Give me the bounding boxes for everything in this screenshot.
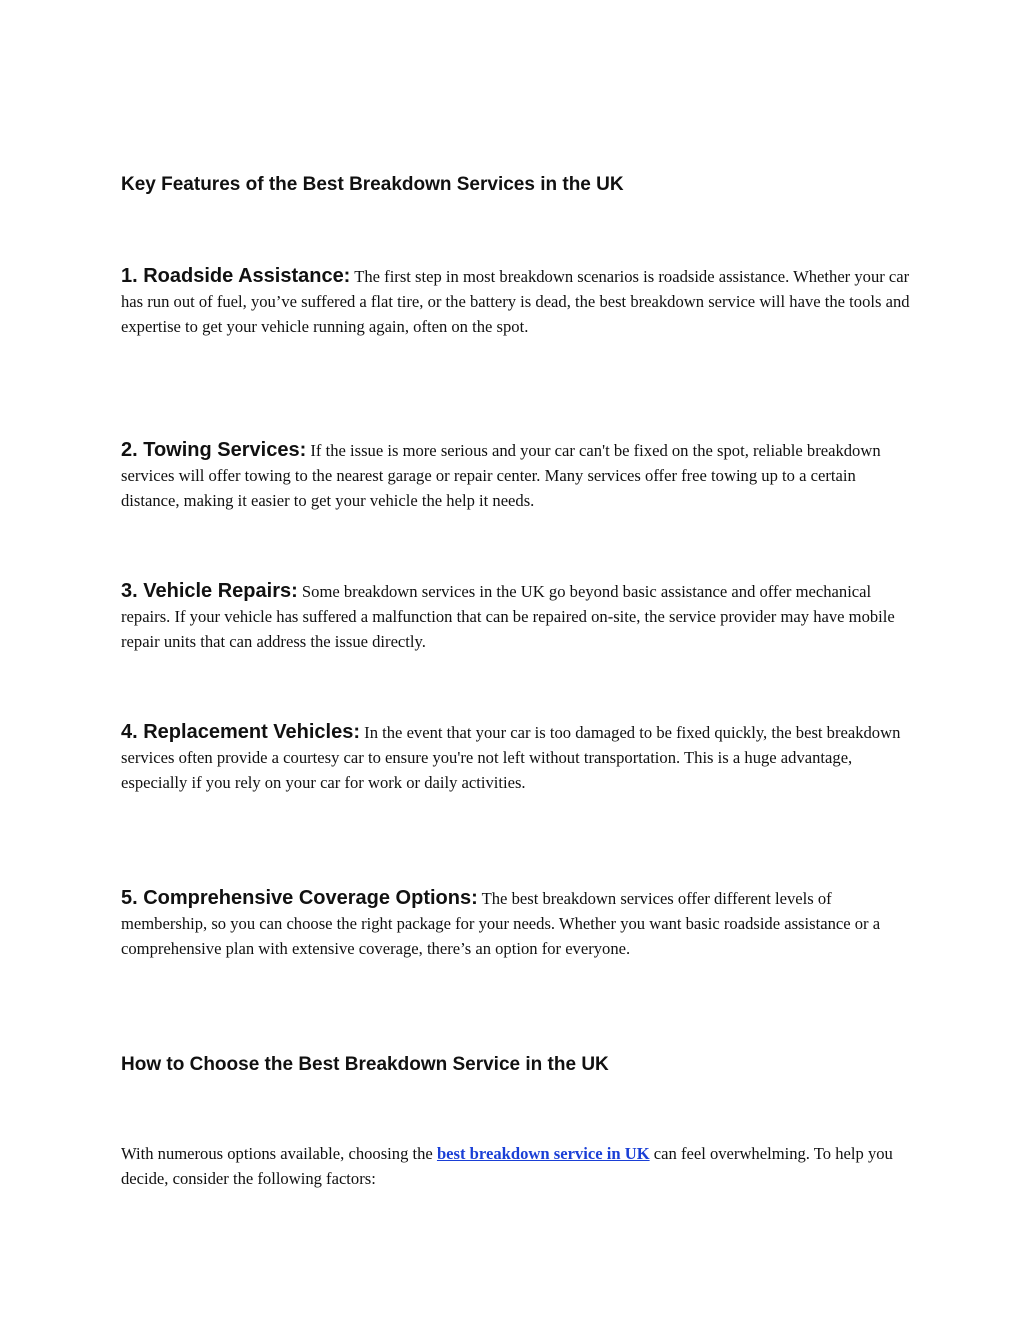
feature-title: 2. Towing Services: xyxy=(121,439,307,461)
feature-text: The best breakdown services offer different levels of membership, so you can choose the right package for your needs. Whether you want basic roadside assistance or a comprehensive plan with extensive coverage, there’s an option for everyone. xyxy=(121,889,881,958)
intro-text-before-link: With numerous options available, choosing the xyxy=(121,1144,433,1163)
feature-text: Some breakdown services in the UK go beyond basic assistance and offer mechanical repairs. If your vehicle has suffered a malfunction that can be repaired on-site, the service provider may have mobile repair units that can address the issue directly. xyxy=(121,582,895,651)
feature-vehicle-repairs xyxy=(121,579,911,654)
feature-towing-services xyxy=(121,438,911,513)
feature-replacement-vehicles xyxy=(121,720,911,795)
feature-text: The first step in most breakdown scenarios is roadside assistance. Whether your car has run out of fuel, you’ve suffered a flat tire, or the battery is dead, the best breakdown service will have the tools and expertise to get your vehicle running again, often on the spot. xyxy=(121,267,910,336)
intro-paragraph xyxy=(121,1141,911,1191)
section-heading-how-to-choose: How to Choose the Best Breakdown Service in the UK xyxy=(121,1054,609,1075)
feature-title: 4. Replacement Vehicles: xyxy=(121,721,361,743)
feature-text: If the issue is more serious and your car can't be fixed on the spot, reliable breakdown services will offer towing to the nearest garage or repair center. Many services offer free towing up to a certain distance, making it easier to get your vehicle the help it needs. xyxy=(121,441,881,510)
feature-roadside-assistance xyxy=(121,264,911,339)
feature-title: 1. Roadside Assistance: xyxy=(121,265,351,287)
section-heading-key-features: Key Features of the Best Breakdown Services in the UK xyxy=(121,174,624,195)
feature-comprehensive-coverage xyxy=(121,886,911,961)
breakdown-service-link[interactable]: best breakdown service in UK xyxy=(436,1144,650,1163)
feature-text: In the event that your car is too damaged to be fixed quickly, the best breakdown services often provide a courtesy car to ensure you're not left without transportation. This is a huge advantage, especially if you rely on your car for work or daily activities. xyxy=(121,723,901,792)
intro-text-after-link: can feel overwhelming. To help you decide, consider the following factors: xyxy=(121,1144,893,1188)
feature-title: 3. Vehicle Repairs: xyxy=(121,580,298,602)
feature-title: 5. Comprehensive Coverage Options: xyxy=(121,887,478,909)
